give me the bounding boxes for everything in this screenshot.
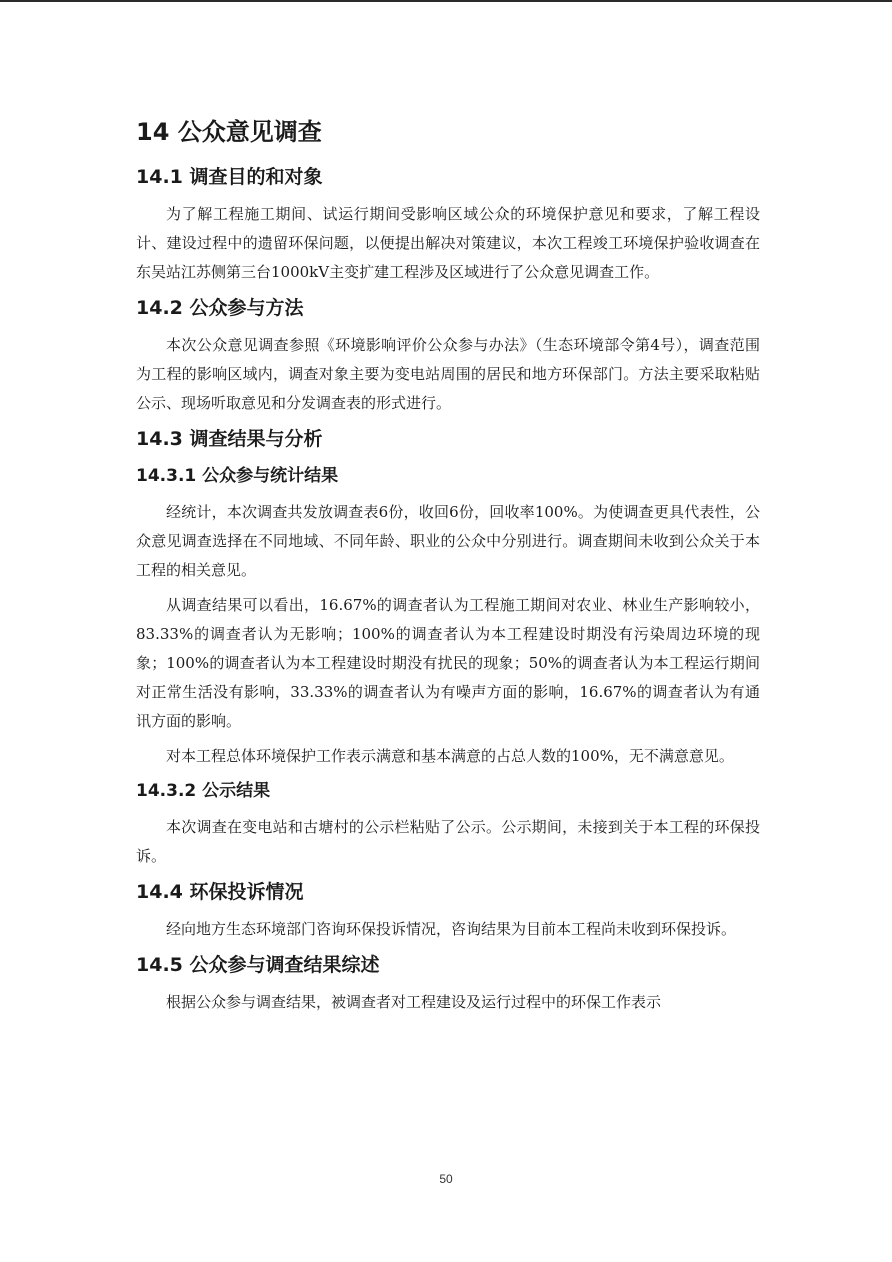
paragraph-14-3-1-3: 对本工程总体环境保护工作表示满意和基本满意的占总人数的100%，无不满意意见。 [166,747,734,765]
paragraph-14-3-2-1: 本次调查在变电站和古塘村的公示栏粘贴了公示。公示期间，未接到关于本工程的环保投诉。 [136,818,760,865]
paragraph-14-3-1-1: 经统计，本次调查共发放调查表6份，收回6份，回收率100%。为使调查更具代表性，公众意见调查选择在不同地域、不同年龄、职业的公众中分别进行。调查期间未收到公众关于本工程的相关意见。 [136,503,760,579]
paragraph-14-5-1: 根据公众参与调查结果，被调查者对工程建设及运行过程中的环保工作表示 [166,993,662,1011]
top-border-line [0,0,892,2]
subsection-heading-14-3-2: 14.3.2 公示结果 [136,781,271,801]
section-heading-14-5: 14.5 公众参与调查结果综述 [136,954,380,976]
subsection-heading-14-3-1: 14.3.1 公众参与统计结果 [136,466,339,486]
document-body [136,112,760,1023]
section-heading-14-3: 14.3 调查结果与分析 [136,428,323,450]
section-heading-14-1: 14.1 调查目的和对象 [136,166,323,188]
chapter-title: 14 公众意见调查 [136,118,322,146]
page-number: 50 [439,1172,453,1186]
section-heading-14-2: 14.2 公众参与方法 [136,297,304,319]
paragraph-14-3-1-2: 从调查结果可以看出，16.67%的调查者认为工程施工期间对农业、林业生产影响较小，83.33%的调查者认为无影响；100%的调查者认为本工程建设时期没有污染周边环境的现象；100%的调查者认为本工程建设时期没有扰民的现象；50%的调查者认为本工程运行期间对正常生活没有影响，33.33%的调查者认为有噪声方面的影响，16.67%的调查者认为有通讯方面的影响。 [136,596,760,730]
paragraph-14-4-1: 经向地方生态环境部门咨询环保投诉情况，咨询结果为目前本工程尚未收到环保投诉。 [166,920,737,938]
paragraph-14-1-1: 为了解工程施工期间、试运行期间受影响区域公众的环境保护意见和要求，了解工程设计、建设过程中的遗留环保问题，以便提出解决对策建议，本次工程竣工环境保护验收调查在东吴站江苏侧第三台1000kV主变扩建工程涉及区域进行了公众意见调查工作。 [136,205,760,281]
section-heading-14-4: 14.4 环保投诉情况 [136,881,304,903]
paragraph-14-2-1: 本次公众意见调查参照《环境影响评价公众参与办法》（生态环境部令第4号），调查范围为工程的影响区域内，调查对象主要为变电站周围的居民和地方环保部门。方法主要采取粘贴公示、现场听取意见和分发调查表的形式进行。 [136,336,760,412]
